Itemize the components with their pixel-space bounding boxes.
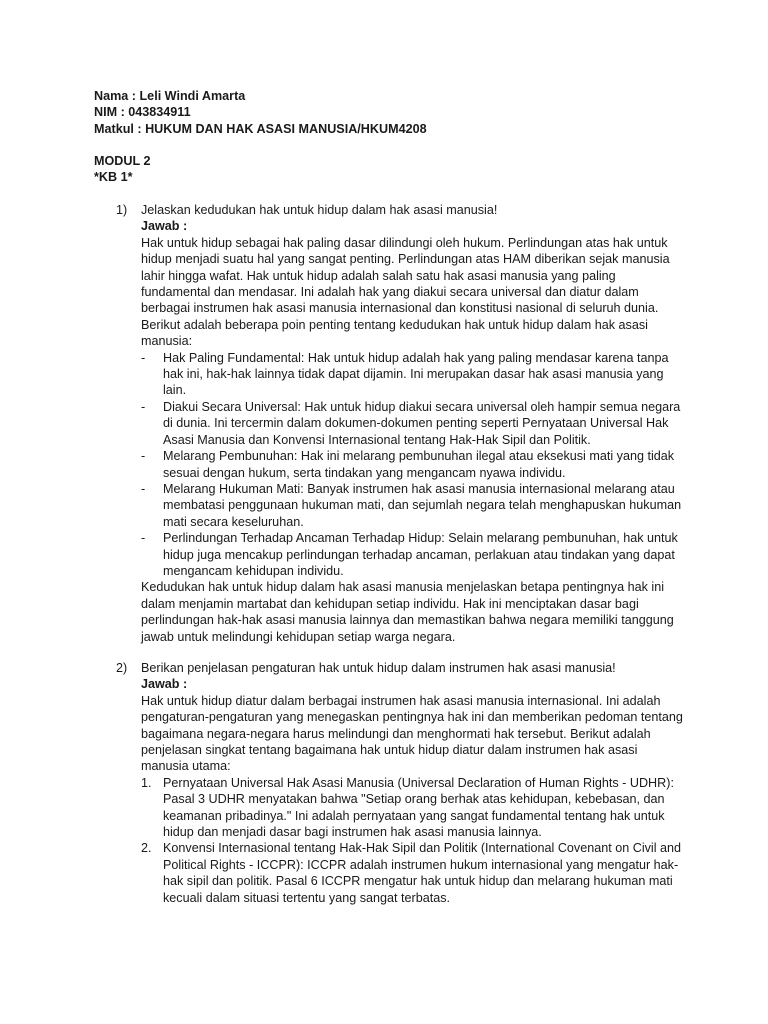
item-text: Konvensi Internasional tentang Hak-Hak Sipil dan Politik (International Covenant on Civil and Political Rights - ICCPR): ICCPR adalah instrumen hukum internasional yang mengatur hak-hak sipil dan politik. Pasal 6 ICCPR mengatur hak untuk hidup dan melarang hukuman mati kecuali dalam situasi tertentu yang sangat terbatas. [163, 841, 682, 905]
list-item: - Hak Paling Fundamental: Hak untuk hidup adalah hak yang paling mendasar karena tanpa hak ini, hak-hak lainnya tidak dapat dijamin. Ini merupakan dasar hak asasi manusia yang lain. [141, 350, 684, 399]
answer-closing: Kedudukan hak untuk hidup dalam hak asasi manusia menjelaskan betapa pentingnya hak ini dalam menjamin martabat dan kehidupan setiap individu. Hak ini menciptakan dasar bagi perlindungan hak-hak asasi manusia lainnya dan memastikan bahwa negara memiliki tanggung jawab untuk melindungi kehidupan setiap warga negara. [141, 580, 674, 644]
item-text: Pernyataan Universal Hak Asasi Manusia (Universal Declaration of Human Rights - UDHR): Pasal 3 UDHR menyatakan bahwa "Setiap orang berhak atas kehidupan, kebebasan, dan keamanan pribadinya." Ini adalah pernyataan yang sangat fundamental tentang hak untuk hidup dan menjadi dasar bagi instrumen hak asasi manusia lainnya. [163, 775, 674, 840]
list-item: - Melarang Hukuman Mati: Banyak instrumen hak asasi manusia internasional melarang atau membatasi penggunaan hukuman mati, dan sejumlah negara telah menghapuskan hukuman mati secara keseluruhan. [141, 481, 684, 530]
name-line: Nama : Leli Windi Amarta [94, 89, 246, 103]
question-2 [94, 660, 684, 906]
question-text: Berikan penjelasan pengaturan hak untuk hidup dalam instrumen hak asasi manusia! [141, 661, 616, 675]
answer-label: Jawab : [141, 219, 188, 234]
nim-line: NIM : 043834911 [94, 105, 191, 120]
question-1 [94, 202, 684, 645]
answer-points [141, 350, 684, 580]
module-heading [94, 153, 150, 186]
answer-numbered-list [141, 775, 684, 906]
question-number: 2) [116, 661, 128, 675]
list-item: - Melarang Pembunuhan: Hak ini melarang pembunuhan ilegal atau eksekusi mati yang tidak sesuai dengan hukum, serta tindakan yang mengancam nyawa individu. [141, 448, 684, 481]
question-number: 1) [116, 203, 128, 217]
item-number: 2. [141, 841, 152, 856]
matkul-line: Matkul : HUKUM DAN HAK ASASI MANUSIA/HKUM4208 [94, 121, 427, 136]
list-item: - Diakui Secara Universal: Hak untuk hidup diakui secara universal oleh hampir semua negara di dunia. Ini tercermin dalam dokumen-dokumen penting seperti Pernyataan Universal Hak Asasi Manusia dan Konvensi Internasional tentang Hak-Hak Sipil dan Politik. [141, 399, 684, 448]
item-number: 1. [141, 775, 152, 790]
question-text: Jelaskan kedudukan hak untuk hidup dalam hak asasi manusia! [141, 203, 498, 217]
list-item [141, 775, 684, 841]
answer-label: Jawab : [141, 677, 188, 692]
answer-intro: Hak untuk hidup sebagai hak paling dasar dilindungi oleh hukum. Perlindungan atas hak untuk hidup menjadi suatu hal yang sangat penting. Perlindungan atas HAM diberikan sejak manusia lahir hingga wafat. Hak untuk hidup adalah salah satu hak asasi manusia yang paling fundamental dan mendasar. Ini adalah hak yang diakui secara universal dan diatur dalam berbagai instrumen hak asasi manusia internasional dan konstitusi nasional di seluruh dunia. Berikut adalah beberapa poin penting tentang kedudukan hak untuk hidup dalam hak asasi manusia: [141, 235, 670, 349]
list-item: - Perlindungan Terhadap Ancaman Terhadap Hidup: Selain melarang pembunuhan, hak untuk hidup juga mencakup perlindungan terhadap ancaman, perlakuan atau tindakan yang dapat mengancam kehidupan individu. [141, 530, 684, 579]
module-title: MODUL 2 [94, 154, 151, 168]
student-header [94, 88, 427, 137]
list-item [141, 840, 684, 906]
kb-label: *KB 1* [94, 170, 133, 185]
answer-intro: Hak untuk hidup diatur dalam berbagai instrumen hak asasi manusia internasional. Ini adalah pengaturan-pengaturan yang menegaskan pentingnya hak ini dan memberikan pedoman tentang bagaimana negara-negara harus melindungi dan menghormati hak tersebut. Berikut adalah penjelasan singkat tentang bagaimana hak untuk hidup diatur dalam instrumen hak asasi manusia utama: [141, 693, 683, 774]
